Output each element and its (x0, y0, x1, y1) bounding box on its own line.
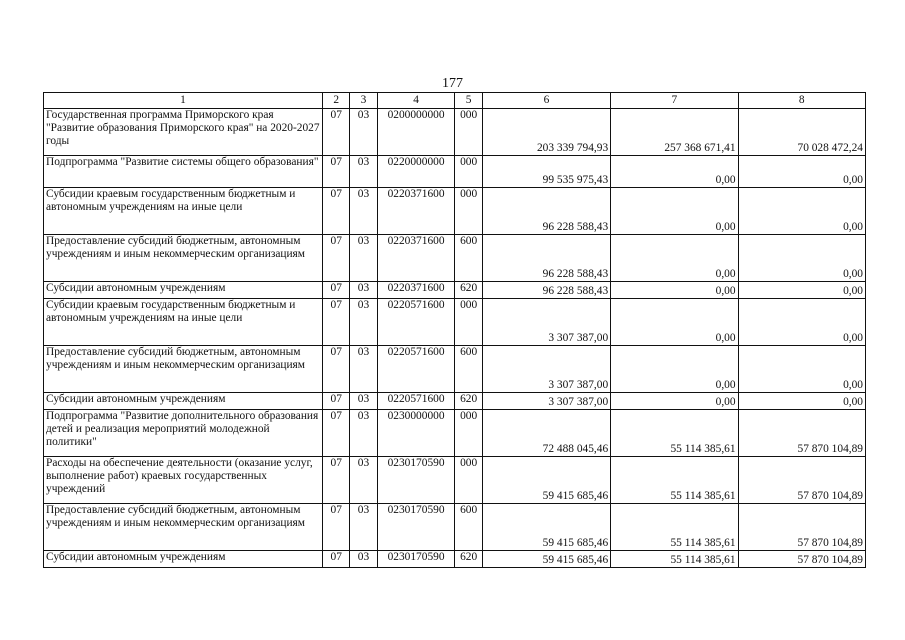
row-name-cell: Подпрограмма "Развитие системы общего образования" (44, 156, 323, 188)
section-code-cell: 07 (323, 235, 350, 282)
row-name-cell: Субсидии автономным учреждениям (44, 282, 323, 299)
section-code-cell: 07 (323, 282, 350, 299)
row-name-cell: Расходы на обеспечение деятельности (оказание услуг, выполнение работ) краевых государственных учреждений (44, 457, 323, 504)
table-row (44, 156, 866, 188)
target-article-cell: 0220571600 (377, 393, 455, 410)
table-row (44, 504, 866, 551)
table-row (44, 410, 866, 457)
expense-type-cell: 600 (455, 504, 482, 551)
subsection-code-cell: 03 (350, 282, 377, 299)
amount-col8-cell: 0,00 (738, 346, 865, 393)
section-code-cell: 07 (323, 346, 350, 393)
target-article-cell: 0220000000 (377, 156, 455, 188)
amount-col6-cell: 96 228 588,43 (482, 235, 610, 282)
row-name-cell: Субсидии краевым государственным бюджетным и автономным учреждениям на иные цели (44, 188, 323, 235)
amount-col7-cell: 55 114 385,61 (611, 410, 738, 457)
table-row (44, 188, 866, 235)
target-article-cell: 0220371600 (377, 282, 455, 299)
target-article-cell: 0230000000 (377, 410, 455, 457)
amount-col7-cell: 55 114 385,61 (611, 457, 738, 504)
table-row (44, 282, 866, 299)
row-name-cell: Субсидии краевым государственным бюджетным и автономным учреждениям на иные цели (44, 299, 323, 346)
amount-col6-cell: 96 228 588,43 (482, 282, 610, 299)
target-article-cell: 0230170590 (377, 457, 455, 504)
amount-col6-cell: 59 415 685,46 (482, 551, 610, 568)
expense-type-cell: 000 (455, 299, 482, 346)
section-code-cell: 07 (323, 457, 350, 504)
section-code-cell: 07 (323, 188, 350, 235)
amount-col7-cell: 0,00 (611, 188, 738, 235)
amount-col7-cell: 0,00 (611, 393, 738, 410)
row-name-cell: Государственная программа Приморского края "Развитие образования Приморского края" на 2020-2027 годы (44, 109, 323, 156)
expense-type-cell: 620 (455, 393, 482, 410)
amount-col8-cell: 57 870 104,89 (738, 504, 865, 551)
amount-col7-cell: 0,00 (611, 299, 738, 346)
table-header-row (44, 93, 866, 109)
column-header: 3 (350, 93, 377, 109)
expense-type-cell: 600 (455, 346, 482, 393)
column-header: 2 (323, 93, 350, 109)
table-row (44, 346, 866, 393)
column-header: 4 (377, 93, 455, 109)
amount-col6-cell: 59 415 685,46 (482, 504, 610, 551)
amount-col8-cell: 0,00 (738, 235, 865, 282)
row-name-cell: Предоставление субсидий бюджетным, автономным учреждениям и иным некоммерческим организациям (44, 235, 323, 282)
amount-col6-cell: 3 307 387,00 (482, 346, 610, 393)
column-header: 1 (44, 93, 323, 109)
amount-col8-cell: 57 870 104,89 (738, 457, 865, 504)
target-article-cell: 0220571600 (377, 346, 455, 393)
amount-col8-cell: 0,00 (738, 188, 865, 235)
amount-col6-cell: 59 415 685,46 (482, 457, 610, 504)
section-code-cell: 07 (323, 109, 350, 156)
expense-type-cell: 000 (455, 156, 482, 188)
subsection-code-cell: 03 (350, 410, 377, 457)
column-header: 8 (738, 93, 865, 109)
table-row (44, 235, 866, 282)
amount-col8-cell: 0,00 (738, 299, 865, 346)
page-number: 177 (442, 76, 463, 91)
expense-type-cell: 000 (455, 410, 482, 457)
row-name-cell: Подпрограмма "Развитие дополнительного образования детей и реализация мероприятий молодежной политики" (44, 410, 323, 457)
expense-type-cell: 000 (455, 109, 482, 156)
row-name-cell: Предоставление субсидий бюджетным, автономным учреждениям и иным некоммерческим организациям (44, 346, 323, 393)
subsection-code-cell: 03 (350, 188, 377, 235)
subsection-code-cell: 03 (350, 457, 377, 504)
amount-col6-cell: 72 488 045,46 (482, 410, 610, 457)
row-name-cell: Субсидии автономным учреждениям (44, 551, 323, 568)
expense-type-cell: 600 (455, 235, 482, 282)
section-code-cell: 07 (323, 156, 350, 188)
amount-col7-cell: 55 114 385,61 (611, 551, 738, 568)
row-name-cell: Субсидии автономным учреждениям (44, 393, 323, 410)
section-code-cell: 07 (323, 393, 350, 410)
section-code-cell: 07 (323, 551, 350, 568)
expense-type-cell: 620 (455, 282, 482, 299)
subsection-code-cell: 03 (350, 393, 377, 410)
target-article-cell: 0220571600 (377, 299, 455, 346)
expense-type-cell: 620 (455, 551, 482, 568)
amount-col8-cell: 57 870 104,89 (738, 551, 865, 568)
target-article-cell: 0220371600 (377, 235, 455, 282)
amount-col6-cell: 3 307 387,00 (482, 299, 610, 346)
amount-col6-cell: 96 228 588,43 (482, 188, 610, 235)
section-code-cell: 07 (323, 410, 350, 457)
section-code-cell: 07 (323, 504, 350, 551)
amount-col7-cell: 257 368 671,41 (611, 109, 738, 156)
amount-col8-cell: 0,00 (738, 156, 865, 188)
expense-type-cell: 000 (455, 457, 482, 504)
subsection-code-cell: 03 (350, 504, 377, 551)
table-row (44, 109, 866, 156)
table-row (44, 457, 866, 504)
budget-table (43, 92, 866, 568)
table-row (44, 393, 866, 410)
amount-col6-cell: 3 307 387,00 (482, 393, 610, 410)
subsection-code-cell: 03 (350, 156, 377, 188)
column-header: 7 (611, 93, 738, 109)
amount-col6-cell: 203 339 794,93 (482, 109, 610, 156)
target-article-cell: 0230170590 (377, 551, 455, 568)
table-row (44, 299, 866, 346)
amount-col7-cell: 55 114 385,61 (611, 504, 738, 551)
subsection-code-cell: 03 (350, 346, 377, 393)
row-name-cell: Предоставление субсидий бюджетным, автономным учреждениям и иным некоммерческим организациям (44, 504, 323, 551)
amount-col7-cell: 0,00 (611, 235, 738, 282)
amount-col7-cell: 0,00 (611, 346, 738, 393)
target-article-cell: 0230170590 (377, 504, 455, 551)
table-row (44, 551, 866, 568)
target-article-cell: 0220371600 (377, 188, 455, 235)
amount-col8-cell: 0,00 (738, 282, 865, 299)
subsection-code-cell: 03 (350, 551, 377, 568)
amount-col8-cell: 0,00 (738, 393, 865, 410)
subsection-code-cell: 03 (350, 109, 377, 156)
expense-type-cell: 000 (455, 188, 482, 235)
amount-col7-cell: 0,00 (611, 156, 738, 188)
subsection-code-cell: 03 (350, 299, 377, 346)
column-header: 5 (455, 93, 482, 109)
amount-col7-cell: 0,00 (611, 282, 738, 299)
amount-col6-cell: 99 535 975,43 (482, 156, 610, 188)
target-article-cell: 0200000000 (377, 109, 455, 156)
subsection-code-cell: 03 (350, 235, 377, 282)
section-code-cell: 07 (323, 299, 350, 346)
amount-col8-cell: 70 028 472,24 (738, 109, 865, 156)
column-header: 6 (482, 93, 610, 109)
amount-col8-cell: 57 870 104,89 (738, 410, 865, 457)
